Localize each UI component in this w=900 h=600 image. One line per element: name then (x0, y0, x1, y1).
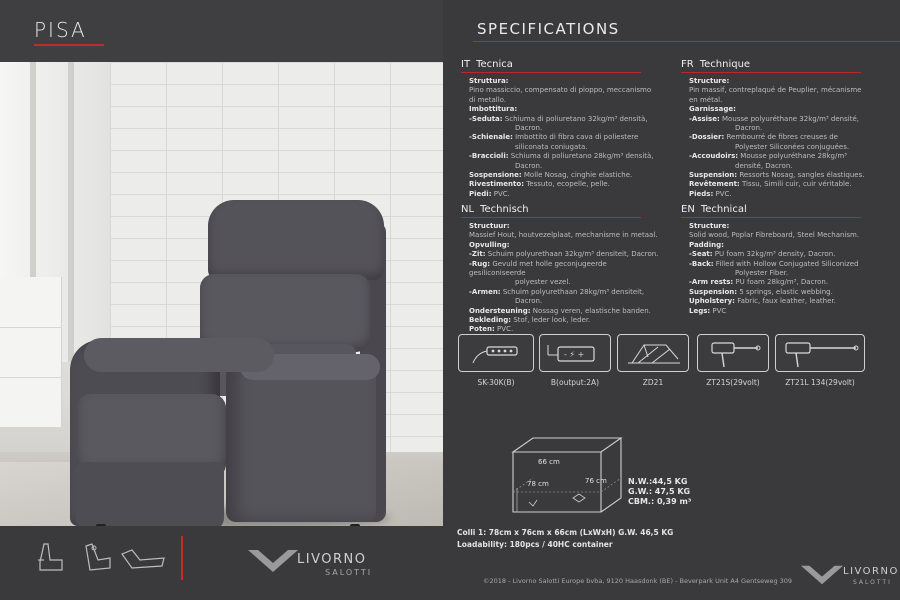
spec-label: Opvulling: (469, 240, 510, 249)
spec-label: Padding: (689, 240, 724, 249)
mechanism-label: ZT21L 134(29volt) (785, 378, 855, 387)
spec-line (469, 96, 661, 105)
spec-line (469, 171, 661, 180)
spec-line (689, 162, 881, 171)
spec-text: Massief Hout, houtvezelplaat, mechanisme in metaal. (469, 231, 658, 240)
spec-label: -Accoudoirs: (689, 152, 739, 161)
section-title: Technisch (480, 204, 529, 215)
spec-label: Structuur: (469, 222, 510, 230)
livorno-logo-icon (801, 564, 843, 586)
spec-label: Poten: (469, 325, 495, 334)
spec-line (469, 278, 661, 287)
hand-remote-icon (458, 334, 534, 372)
spec-line (689, 231, 881, 240)
spec-text: Pino massiccio, compensato di pioppo, meccanismo (469, 86, 652, 95)
spec-text: Schiuma di poliuretano 28kg/m³ densità, (508, 152, 654, 161)
spec-line (469, 250, 661, 259)
accent-divider (181, 536, 183, 580)
spec-label: Upholstery: (689, 297, 735, 306)
spec-line (469, 143, 661, 152)
chair-left-arm-top (84, 338, 274, 372)
box-height: 66 cm (538, 458, 560, 466)
spec-line (469, 297, 661, 306)
mechanism-label: SK-30K(B) (477, 378, 515, 387)
spec-line (469, 115, 661, 124)
spec-line (689, 288, 881, 297)
net-weight: N.W.:44,5 KG (628, 477, 688, 486)
spec-label: -Rug: (469, 259, 491, 268)
spec-text: siliconata coniugata. (515, 142, 588, 151)
spec-label: Imbottitura: (469, 105, 518, 114)
side-cabinet (0, 277, 62, 427)
spec-text: Fabric, faux leather, leather. (734, 297, 836, 306)
spec-text: Dacron. (515, 297, 543, 306)
spec-text: polyester vezel. (515, 278, 571, 287)
mechanism-label: B(output:2A) (550, 378, 600, 387)
section-code: NL (461, 204, 475, 215)
spec-text: PU foam 28kg/m³, Dacron. (733, 278, 829, 287)
title-underline (34, 44, 104, 46)
brand-name: LIVORNO (297, 552, 367, 567)
spec-label: -Back: (689, 259, 714, 268)
spec-line (469, 288, 661, 297)
spec-text: densité, Dacron. (735, 161, 793, 170)
mechanism-label: ZD21 (642, 378, 664, 387)
spec-label: -Dossier: (689, 133, 725, 142)
packaging-box-icon (503, 432, 623, 520)
spec-text: en métal. (689, 95, 723, 104)
colli-info: Colli 1: 78cm x 76cm x 66cm (LxWxH) G.W. 46,5 KG (457, 528, 674, 537)
spec-text: Pin massif, contreplaqué de Peuplier, mécanisme (689, 86, 862, 95)
section-body (461, 77, 661, 199)
spec-text: Stof, leder look, leder. (511, 316, 591, 325)
section-code: FR (681, 59, 694, 70)
brand-name: LIVORNO (843, 566, 899, 577)
spec-text: Tessuto, ecopelle, pelle. (524, 180, 610, 189)
spec-text: Solid wood, Poplar Fibreboard, Steel Mechanism. (689, 231, 860, 240)
spec-line (689, 143, 881, 152)
spec-line (469, 77, 661, 86)
spec-line (689, 96, 881, 105)
brand-sub: SALOTTI (325, 568, 373, 577)
spec-label: Piedi: (469, 189, 492, 198)
spec-text: Schuim polyurethaan 28kg/m³ densiteit, (500, 287, 645, 296)
loadability-info: Loadability: 180pcs / 40HC container (457, 540, 613, 549)
spec-line (469, 86, 661, 95)
spec-text: Polyester Siliconées conjuguées. (735, 142, 850, 151)
section-en (681, 204, 881, 316)
spec-text: Ressorts Nosag, sangles élastiques. (737, 171, 865, 180)
gross-weight: G.W.: 47,5 KG (628, 487, 691, 496)
chair-recline-pose-icon (118, 540, 168, 576)
spec-text: di metallo. (469, 95, 507, 104)
spec-line (689, 152, 881, 161)
spec-line (469, 152, 661, 161)
spec-text: PVC. (713, 189, 732, 198)
spec-line (469, 231, 661, 240)
mechanism-label: ZT21S(29volt) (706, 378, 760, 387)
spec-label: Rivestimento: (469, 180, 524, 189)
battery-icon (539, 334, 611, 372)
spec-label: -Seduta: (469, 114, 503, 123)
chair-right-arm (226, 362, 376, 522)
spec-text: Dacron. (515, 161, 543, 170)
spec-label: Revêtement: (689, 180, 740, 189)
spec-line (689, 105, 881, 114)
spec-line (689, 222, 881, 231)
spec-line (469, 241, 661, 250)
spec-label: Bekleding: (469, 316, 512, 325)
long-actuator-icon (775, 334, 865, 372)
weights-block (628, 477, 691, 507)
svg-text:- ⚡ +: - ⚡ + (564, 350, 585, 359)
spec-text: Molle Nosag, cinghie elastiche. (521, 171, 633, 180)
spec-text: Dacron. (735, 124, 763, 133)
spec-line (689, 115, 881, 124)
spec-label: Struttura: (469, 77, 509, 85)
section-nl (461, 204, 661, 335)
spec-line (469, 124, 661, 133)
spec-line (469, 222, 661, 231)
section-title: Technique (699, 59, 751, 70)
section-it (461, 59, 661, 199)
spec-line (689, 171, 881, 180)
spec-text: Tissu, Simili cuir, cuir véritable. (739, 180, 852, 189)
spec-label: -Zit: (469, 250, 486, 259)
spec-line (689, 250, 881, 259)
section-title: Tecnica (476, 59, 513, 70)
spec-line (689, 269, 881, 278)
section-title: Technical (700, 204, 747, 215)
actuator-icon (697, 334, 769, 372)
spec-text: Gevuld met holle geconjugeerde gesiliconiseerde (469, 259, 607, 278)
spec-line (469, 180, 661, 189)
spec-text: Polyester Fiber. (735, 269, 789, 278)
spec-label: -Seat: (689, 250, 713, 259)
section-code: EN (681, 204, 695, 215)
spec-text: Imbottito di fibra cava di poliestere (512, 133, 639, 142)
spec-line (469, 190, 661, 199)
spec-label: Suspension: (689, 287, 738, 296)
left-panel (0, 0, 443, 600)
specifications-title: SPECIFICATIONS (477, 20, 620, 38)
livorno-logo-icon (248, 548, 298, 574)
spec-line (469, 133, 661, 142)
spec-label: Structure: (689, 222, 730, 230)
spec-label: Pieds: (689, 189, 714, 198)
section-body (461, 222, 661, 335)
spec-text: PVC. (491, 189, 510, 198)
spec-text: Filled with Hollow Conjugated Siliconized (713, 259, 859, 268)
spec-line (689, 307, 881, 316)
chair-footrest (76, 462, 224, 526)
spec-text: Rembourré de fibres creuses de (724, 133, 838, 142)
spec-line (689, 180, 881, 189)
brand-sub: SALOTTI (853, 579, 892, 586)
spec-line (689, 77, 881, 86)
spec-label: Sospensione: (469, 171, 522, 180)
lift-mechanism-icon (617, 334, 689, 372)
spec-text: Schuim polyurethaan 32kg/m³ densiteit, Dacron. (485, 250, 659, 259)
chair-headrest (208, 200, 384, 280)
spec-line (689, 260, 881, 269)
spec-line (689, 297, 881, 306)
spec-text: Schiuma di poliuretano 32kg/m³ densità, (502, 114, 648, 123)
spec-text: PVC. (494, 325, 514, 334)
spec-text: 5 springs, elastic webbing. (737, 287, 833, 296)
chair-upright-pose-icon (30, 540, 70, 576)
box-width: 76 cm (585, 477, 607, 485)
spec-text: Nossag veren, elastische banden. (530, 306, 651, 315)
spec-text: PVC (710, 306, 727, 315)
spec-label: -Assise: (689, 114, 720, 123)
spec-label: -Armen: (469, 287, 501, 296)
spec-label: -Arm rests: (689, 278, 734, 287)
spec-line (689, 190, 881, 199)
spec-text: PU foam 32kg/m³ density, Dacron. (712, 250, 836, 259)
spec-label: Garnissage: (689, 105, 736, 114)
section-fr (681, 59, 881, 199)
spec-line (469, 162, 661, 171)
spec-label: Ondersteuning: (469, 306, 531, 315)
product-title: PISA (34, 18, 87, 42)
spec-label: Legs: (689, 306, 711, 315)
spec-label: Suspension: (689, 171, 738, 180)
section-code: IT (461, 59, 471, 70)
spec-line (689, 86, 881, 95)
spec-line (689, 133, 881, 142)
section-body (681, 77, 881, 199)
spec-line (469, 316, 661, 325)
spec-label: -Schienale: (469, 133, 513, 142)
footer-address: ©2018 - Livorno Salotti Europe bvba, 9120 Haasdonk (BE) - Beverpark Unit A4 Gentseweg 309 (483, 577, 793, 585)
cbm: CBM.: 0,39 m³ (628, 497, 692, 506)
spec-label: Structure: (689, 77, 730, 85)
specifications-rule (473, 41, 900, 42)
section-body (681, 222, 881, 316)
spec-line (469, 105, 661, 114)
spec-line (469, 307, 661, 316)
chair-lift-pose-icon (76, 540, 116, 576)
product-photo (0, 62, 443, 526)
spec-line (689, 241, 881, 250)
box-depth: 78 cm (527, 480, 549, 488)
spec-text: Mousse polyuréthane 32kg/m³ densité, (719, 114, 859, 123)
spec-label: -Braccioli: (469, 152, 509, 161)
spec-line (469, 260, 661, 279)
spec-text: Mousse polyuréthane 28kg/m³ (738, 152, 847, 161)
spec-line (689, 124, 881, 133)
spec-text: Dacron. (515, 124, 543, 133)
right-panel (443, 0, 900, 600)
spec-line (689, 278, 881, 287)
